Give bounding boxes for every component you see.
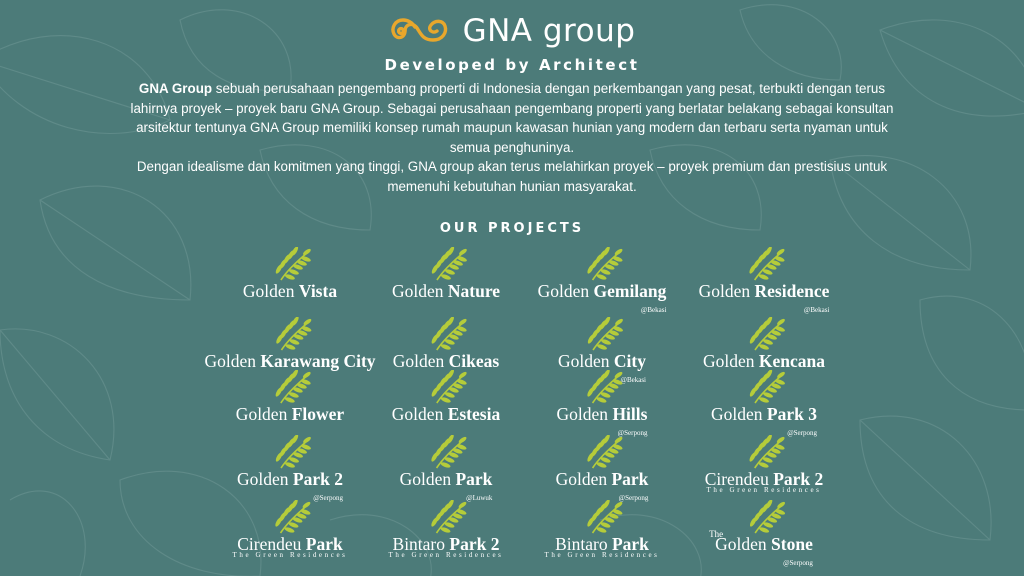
project-card [204,317,375,371]
leaf-logo-icon [743,500,785,534]
leaf-logo-icon [269,500,311,534]
project-card [555,435,649,502]
project-name [556,404,648,437]
leaf-logo-icon [425,500,467,534]
project-name-first: Golden [702,351,759,371]
leaf-logo-icon [581,500,623,534]
project-subtitle: The Green Residences [706,486,822,494]
leaf-logo-icon [743,317,785,351]
project-name-bold: Residence [754,281,830,301]
leaf-logo-icon [743,247,785,281]
project-name [392,404,500,424]
leaf-logo-icon [269,370,311,404]
project-name-first: Bintaro [555,534,612,554]
leaf-logo-icon [743,370,785,404]
leaf-logo-icon [269,435,311,469]
project-card [698,247,830,314]
leaf-logo-icon [581,370,623,404]
leaf-logo-icon [743,435,785,469]
project-card [709,500,813,567]
project-name-bold: Gemilang [593,281,667,301]
project-name-first: Bintaro [392,534,450,554]
project-name [703,351,825,371]
project-name-first: Golden [558,351,614,371]
project-name-bold: Park [455,469,493,489]
project-location: @Bekasi [803,306,830,314]
project-name [204,351,375,371]
project-name-first: Golden [555,469,612,489]
tagline: Developed by Architect [384,56,640,74]
project-name-first: Golden [537,281,594,301]
project-card [703,317,825,371]
leaf-logo-icon [581,435,623,469]
project-card [558,317,646,384]
leaf-logo-icon [581,317,623,351]
project-name-first: Golden [204,351,261,371]
project-name-first: Golden [391,404,448,424]
project-name-bold: Flower [291,404,345,424]
project-name-first: Cirendeu [237,534,306,554]
project-name-first: Golden [399,469,456,489]
project-subtitle: The Green Residences [544,551,660,559]
project-subtitle: The Green Residences [388,551,504,559]
project-location: @Serpong [618,494,649,502]
project-name-first: Golden [715,534,772,554]
leaf-logo-icon [425,370,467,404]
project-card [233,500,348,559]
project-subtitle: The Green Residences [232,551,348,559]
project-name [393,351,499,371]
project-name-bold: Estesia [447,404,501,424]
project-card [237,435,343,502]
project-card [393,317,499,371]
project-location: @Serpong [783,559,813,567]
project-name [555,534,649,554]
project-location: @Serpong [617,429,648,437]
project-location: @Serpong [787,429,817,437]
project-name [537,281,667,314]
project-name-bold: Kencana [758,351,826,371]
project-name [392,281,500,301]
project-name-first: Golden [237,469,293,489]
intro-text [120,79,904,197]
project-name-bold: Park 2 [773,469,824,489]
project-card [537,247,667,314]
intro-paragraph-1: sebuah perusahaan pengembang properti di Indonesia dengan perkembangan yang pesat, terbukti dengan terus lahirnya proyek – proyek baru GNA Group. Sebagai perusahaan pengembang properti yang berlatar belakang sebagai konsultan arsitektur tentunya GNA Group memiliki konsep rumah maupun kawasan hunian yang modern dan terbaru serta nyaman untuk semua penghuninya. [130,81,894,155]
leaf-logo-icon [425,435,467,469]
project-name-bold: Park [611,469,649,489]
projects-title: OUR PROJECTS [439,221,585,236]
project-prefix: The [709,529,724,539]
project-location: @Bekasi [620,376,646,384]
intro-paragraph-2: Dengan idealisme dan komitmen yang tinggi, GNA group akan terus melahirkan proyek – proyek premium dan prestisius untuk memenuhi kebutuhan hunian masyarakat. [136,159,888,194]
project-name-bold: Park 2 [292,469,343,489]
project-name-bold: Hills [612,404,648,424]
leaf-logo-icon [269,317,311,351]
project-name [558,351,646,384]
project-name-first: Golden [698,281,755,301]
project-location: @Bekasi [640,306,667,314]
project-card [556,370,648,437]
project-name-bold: Nature [447,281,501,301]
project-name-bold: Park [305,534,343,554]
project-name [393,534,500,554]
project-name-bold: Park [611,534,649,554]
project-name [555,469,649,502]
leaf-logo-icon [425,247,467,281]
leaf-logo-icon [425,317,467,351]
project-name-bold: Karawang City [260,351,376,371]
project-name-first: Golden [235,404,292,424]
project-name-first: Golden [392,351,449,371]
project-name-first: Golden [391,281,448,301]
leaf-logo-icon [269,247,311,281]
project-name [705,469,824,489]
project-name-bold: Cikeas [448,351,500,371]
project-name [236,404,344,424]
leaf-logo-icon [581,247,623,281]
project-name [243,281,337,301]
project-card [236,370,344,424]
project-card [545,500,660,559]
brand-logo [389,12,636,50]
project-name-first: Golden [242,281,299,301]
project-card [392,370,500,424]
project-name-bold: Park 3 [766,404,817,424]
project-name [711,404,817,437]
project-location: @Luwuk [466,494,493,502]
project-card [711,370,817,437]
project-name-bold: Park 2 [449,534,500,554]
project-location: @Serpong [313,494,343,502]
project-name [237,534,342,554]
project-card [389,500,504,559]
project-name [709,529,813,567]
brand-name: GNA group [462,13,636,49]
project-name-bold: Vista [298,281,338,301]
project-card [705,435,824,494]
intro-lead: GNA Group [138,81,213,96]
project-name [399,469,493,502]
project-card [399,435,493,502]
header [0,12,1024,74]
project-name-first: Golden [556,404,613,424]
project-name-first: Golden [711,404,767,424]
project-name-first: Cirendeu [704,469,774,489]
project-name-bold: City [613,351,646,371]
project-name-bold: Stone [771,534,813,554]
project-card [243,247,337,301]
infinity-logo-icon [389,14,453,48]
project-card [392,247,500,301]
project-name [698,281,830,314]
project-name [237,469,343,502]
